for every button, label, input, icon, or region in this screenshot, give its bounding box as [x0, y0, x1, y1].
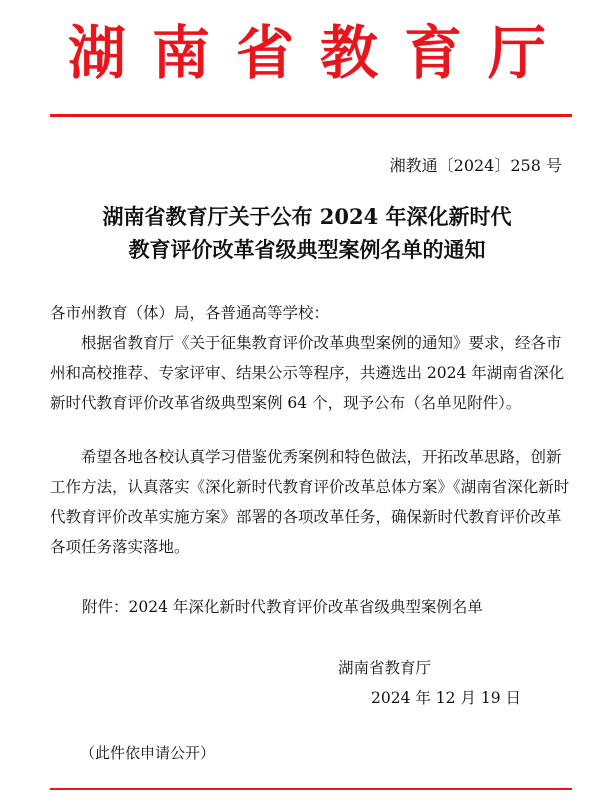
issuer-header-title: 湖南省教育厅: [67, 19, 572, 87]
document-title: [40, 200, 574, 266]
disclosure-note: （此件依申请公开）: [80, 744, 216, 762]
issue-date: 2024 年 12 月 19 日: [371, 689, 522, 707]
issuer-signature: 湖南省教育厅: [338, 659, 432, 677]
header-divider: [50, 114, 572, 117]
document-title-line-2: 教育评价改革省级典型案例名单的通知: [128, 237, 486, 262]
attachment-note: 附件：2024 年深化新时代教育评价改革省级典型案例名单: [82, 598, 483, 616]
footer-divider: [50, 788, 572, 790]
body-paragraph-1: 根据省教育厅《关于征集教育评价改革典型案例的通知》要求，经各市州和高校推荐、专家评审、结果公示等程序，共遴选出 2024 年湖南省深化新时代教育评价改革省级典型案例 64 个，现予公布（名单见附件）。: [50, 334, 565, 412]
document-number: 湘教通〔2024〕258 号: [389, 156, 562, 175]
document-title-line-1: 湖南省教育厅关于公布 2024 年深化新时代: [102, 204, 512, 229]
salutation: 各市州教育（体）局，各普通高等学校：: [50, 304, 330, 322]
body-paragraph-2: 希望各地各校认真学习借鉴优秀案例和特色做法，开拓改革思路，创新工作方法，认真落实《深化新时代教育评价改革总体方案》《湖南省深化新时代教育评价改革实施方案》部署的各项改革任务，确保新时代教育评价改革各项任务落实落地。: [50, 448, 570, 556]
